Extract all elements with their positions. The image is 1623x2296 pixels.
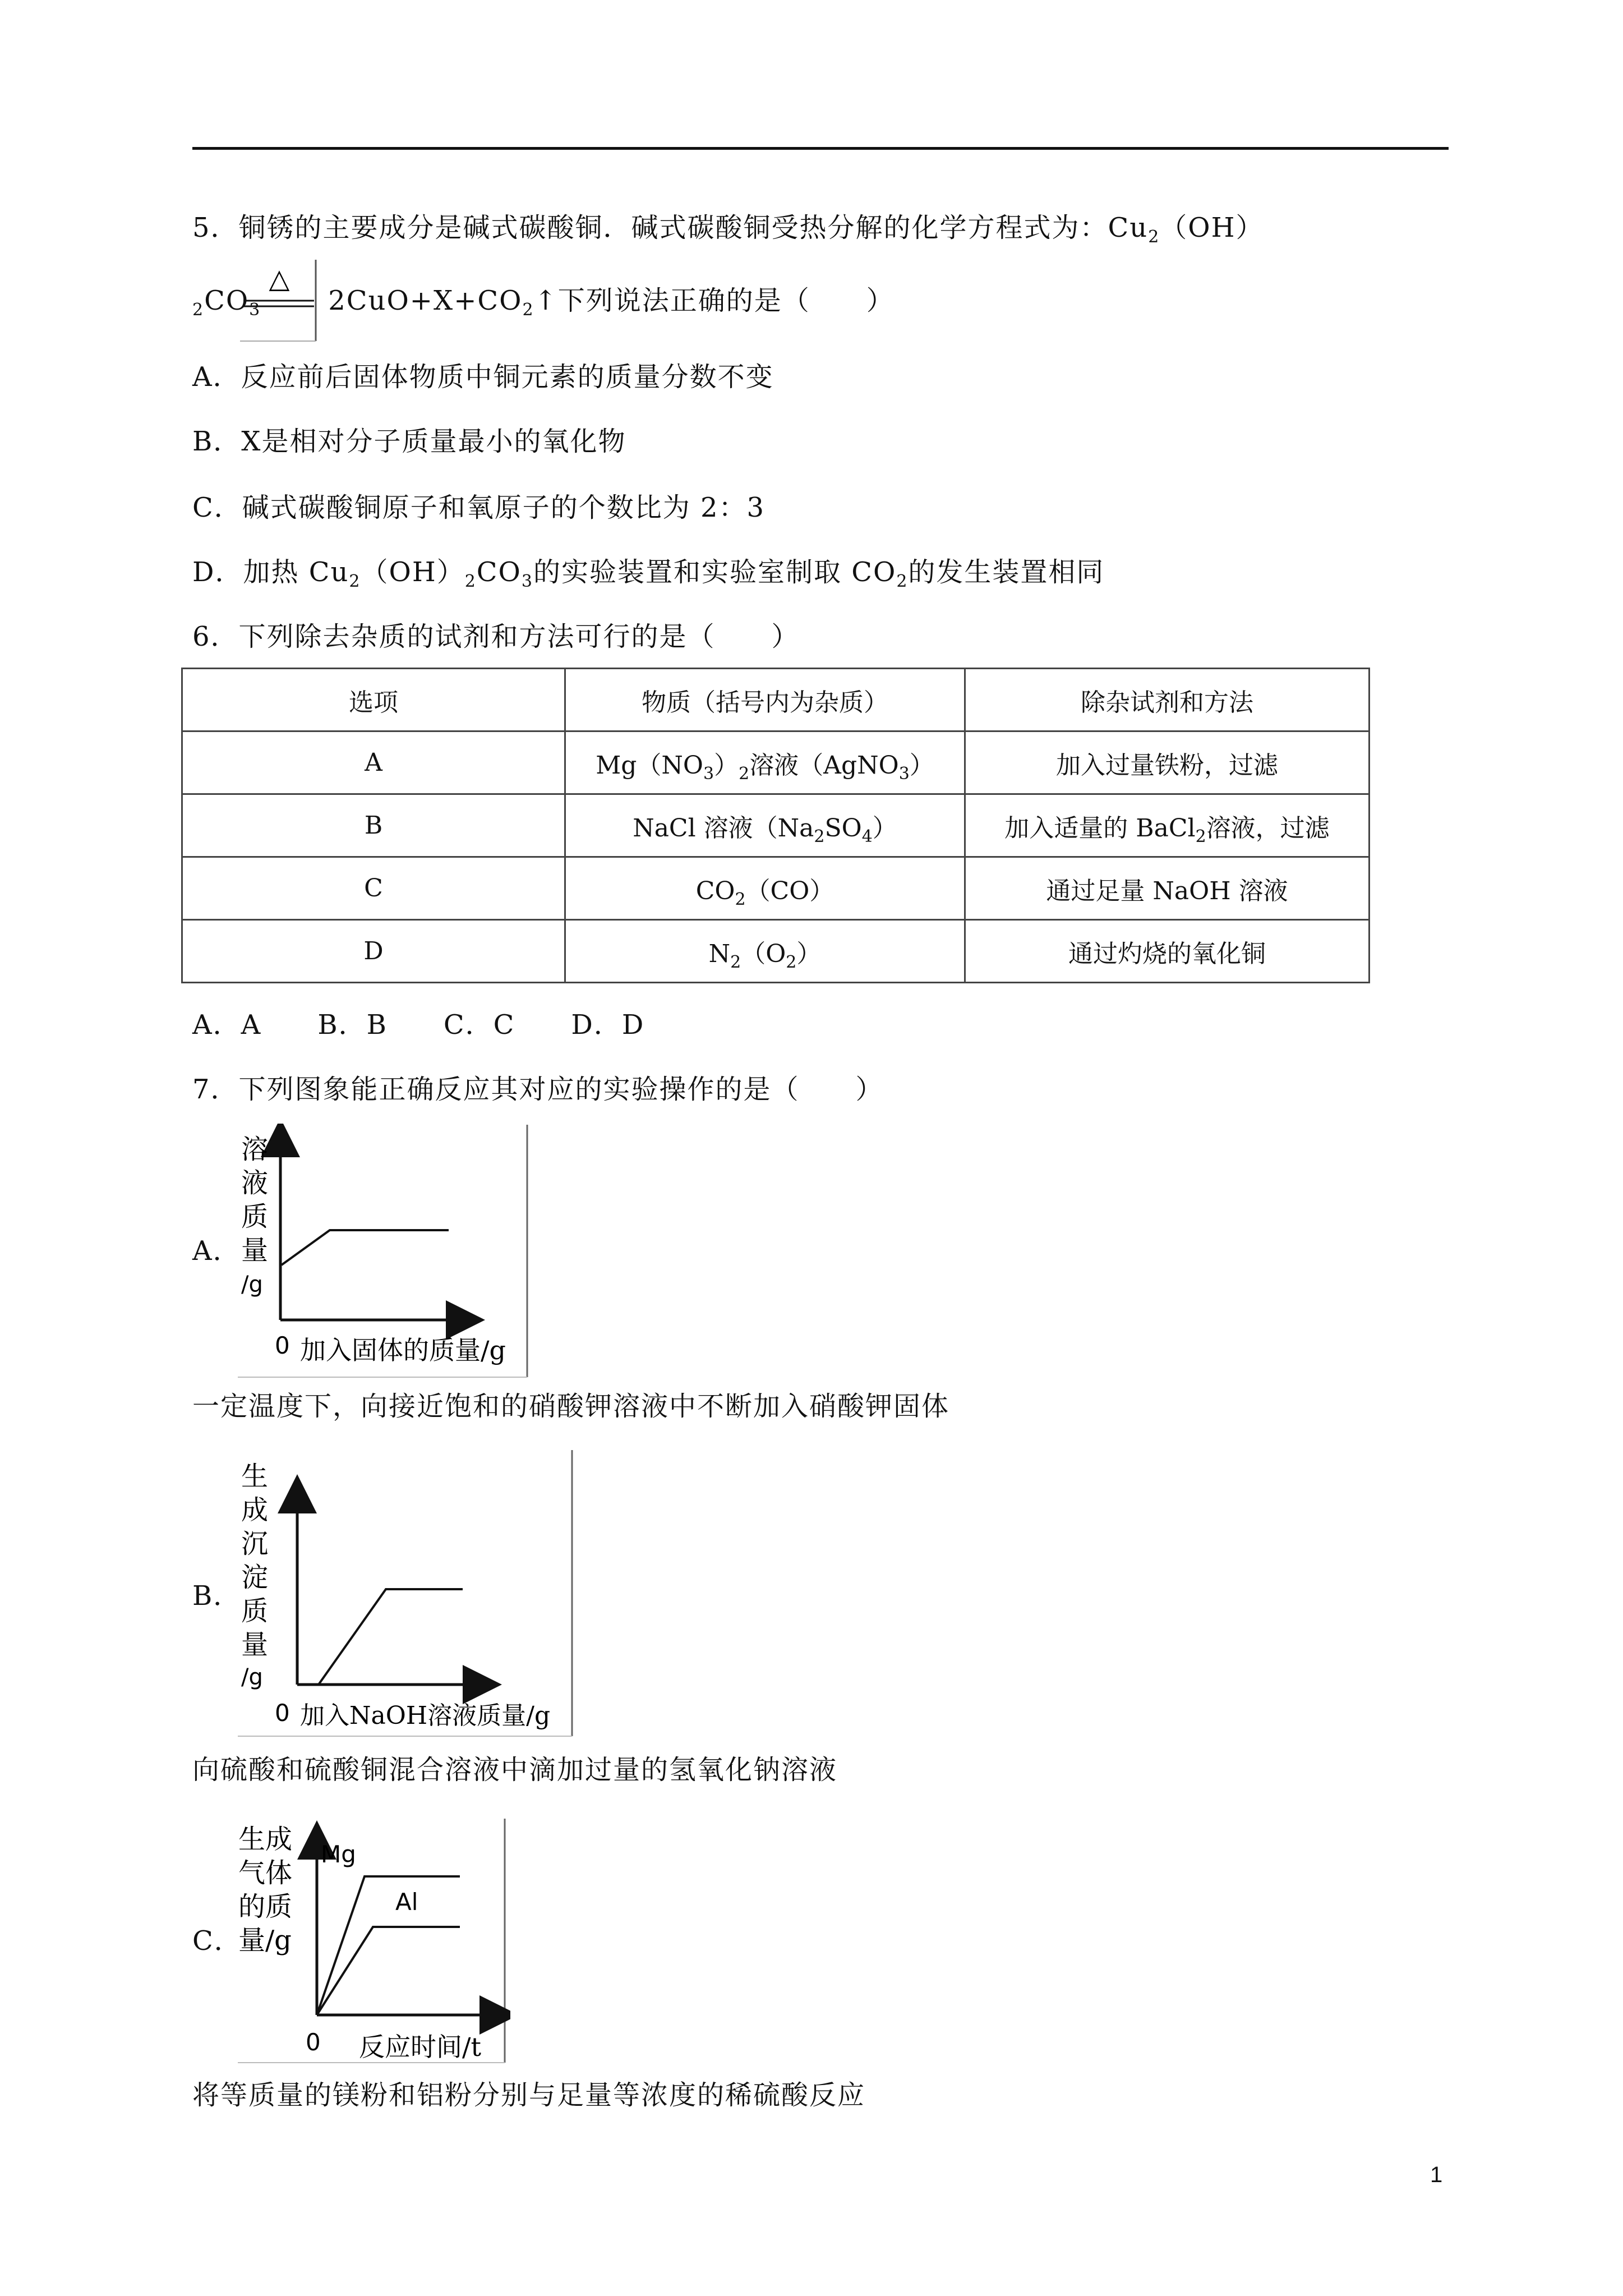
graph-b-ylabel-unit: /g xyxy=(241,1664,263,1690)
cell-option: A xyxy=(182,731,565,794)
graph-b-curve xyxy=(319,1589,463,1685)
cell-option: C xyxy=(182,857,565,920)
q6-answers: A．A B．B C．C D．D xyxy=(192,1009,645,1041)
graph-c-ylabel-line: 气体 xyxy=(238,1857,293,1889)
graph-b-xlabel: 加入NaOH溶液质量/g xyxy=(300,1701,551,1730)
graph-c-series-al: Al xyxy=(395,1888,418,1916)
graph-a-ylabel-char: 溶 xyxy=(241,1134,269,1165)
graph-c xyxy=(236,1818,510,2064)
graph-b-label: B． xyxy=(192,1580,242,1612)
graph-b-ylabel-char: 沉 xyxy=(241,1528,269,1559)
header-rule xyxy=(192,147,1449,150)
graph-a-origin: 0 xyxy=(275,1332,290,1359)
table-row xyxy=(182,794,1370,857)
graph-b-origin: 0 xyxy=(275,1699,290,1727)
graph-a-ylabel-char: 量 xyxy=(241,1235,269,1266)
graph-c-ylabel-line: 生成 xyxy=(238,1824,293,1855)
graph-c-origin: 0 xyxy=(306,2028,321,2056)
equation-condition xyxy=(240,260,319,344)
graph-a-xlabel: 加入固体的质量/g xyxy=(300,1335,506,1365)
table-row xyxy=(182,920,1370,983)
graph-b-ylabel-char: 质 xyxy=(241,1595,269,1627)
graph-a-label: A． xyxy=(192,1235,241,1267)
graph-c-ylabel-line: 量/g xyxy=(238,1925,292,1956)
graph-a-curve xyxy=(282,1230,449,1265)
graph-b-ylabel-char: 量 xyxy=(241,1629,269,1660)
graph-a-ylabel-char: 质 xyxy=(241,1201,269,1232)
q5-option-b: B．X是相对分子质量最小的氧化物 xyxy=(192,426,626,457)
delta-symbol: △ xyxy=(269,263,290,295)
cell-method: 加入过量铁粉，过滤 xyxy=(965,731,1370,794)
graph-a-description: 一定温度下，向接近饱和的硝酸钾溶液中不断加入硝酸钾固体 xyxy=(192,1391,950,1422)
graph-c-series-mg: Mg xyxy=(321,1841,356,1868)
q5-option-c: C．碱式碳酸铜原子和氧原子的个数比为 2：3 xyxy=(192,492,766,523)
graph-c-ylabel-line: 的质 xyxy=(238,1891,293,1922)
graph-b-description: 向硫酸和硫酸铜混合溶液中滴加过量的氢氧化钠溶液 xyxy=(192,1754,838,1786)
q7-stem: 7．下列图象能正确反应其对应的实验操作的是（ ） xyxy=(192,1074,884,1105)
cell-substance: $CO_2(CO)$ xyxy=(565,857,965,920)
header-substance: 物质（括号内为杂质） xyxy=(565,669,965,731)
graph-a-ylabel-char: 液 xyxy=(241,1167,269,1199)
cell-substance: $Mg(NO_3)_2$溶液（AgNO$_3$） xyxy=(565,731,965,794)
cell-method: 通过灼烧的氧化铜 xyxy=(965,920,1370,983)
header-method: 除杂试剂和方法 xyxy=(965,669,1370,731)
graph-c-description: 将等质量的镁粉和铝粉分别与足量等浓度的稀硫酸反应 xyxy=(192,2079,866,2111)
q5-line1: 5．铜锈的主要成分是碱式碳酸铜．碱式碳酸铜受热分解的化学方程式为：$Cu_2(OH)$ xyxy=(192,212,1264,247)
cell-option: B xyxy=(182,794,565,857)
cell-option: D xyxy=(182,920,565,983)
table-header-row xyxy=(182,669,1370,731)
header-option: 选项 xyxy=(182,669,565,731)
q6-stem: 6．下列除去杂质的试剂和方法可行的是（ ） xyxy=(192,621,800,652)
table-row xyxy=(182,857,1370,920)
graph-c-label: C． xyxy=(192,1925,242,1957)
q6-table xyxy=(181,668,1370,983)
cell-substance: NaCl 溶液$(Na_2SO_4)$ xyxy=(565,794,965,857)
graph-c-xlabel: 反应时间/t xyxy=(359,2032,481,2062)
graph-b-ylabel-char: 生 xyxy=(241,1461,269,1492)
page-number: 1 xyxy=(1430,2162,1443,2187)
graph-a-ylabel-unit: /g xyxy=(241,1272,263,1297)
cell-method: 加入适量的 BaCl$_2$溶液，过滤 xyxy=(965,794,1370,857)
graph-b-ylabel-char: 成 xyxy=(241,1494,269,1526)
graph-c-curve-mg xyxy=(317,1876,460,2015)
q5-option-a: A．反应前后固体物质中铜元素的质量分数不变 xyxy=(192,361,774,393)
q5-equation: $_2CO_3$ $2CuO+X+CO_2↑$下列说法正确的是（ ） xyxy=(192,285,895,320)
graph-c-curve-al xyxy=(317,1927,460,2015)
graph-b-ylabel-char: 淀 xyxy=(241,1562,269,1593)
q5-option-d: D．加热 $Cu_2(OH)_2CO_3$的实验装置和实验室制取 $CO_2$的发生装置相同 xyxy=(192,556,1105,591)
graph-a xyxy=(236,1124,533,1379)
cell-substance: $N_2(O_2)$ xyxy=(565,920,965,983)
cell-method: 通过足量 NaOH 溶液 xyxy=(965,857,1370,920)
graph-b xyxy=(236,1449,578,1738)
table-row xyxy=(182,731,1370,794)
